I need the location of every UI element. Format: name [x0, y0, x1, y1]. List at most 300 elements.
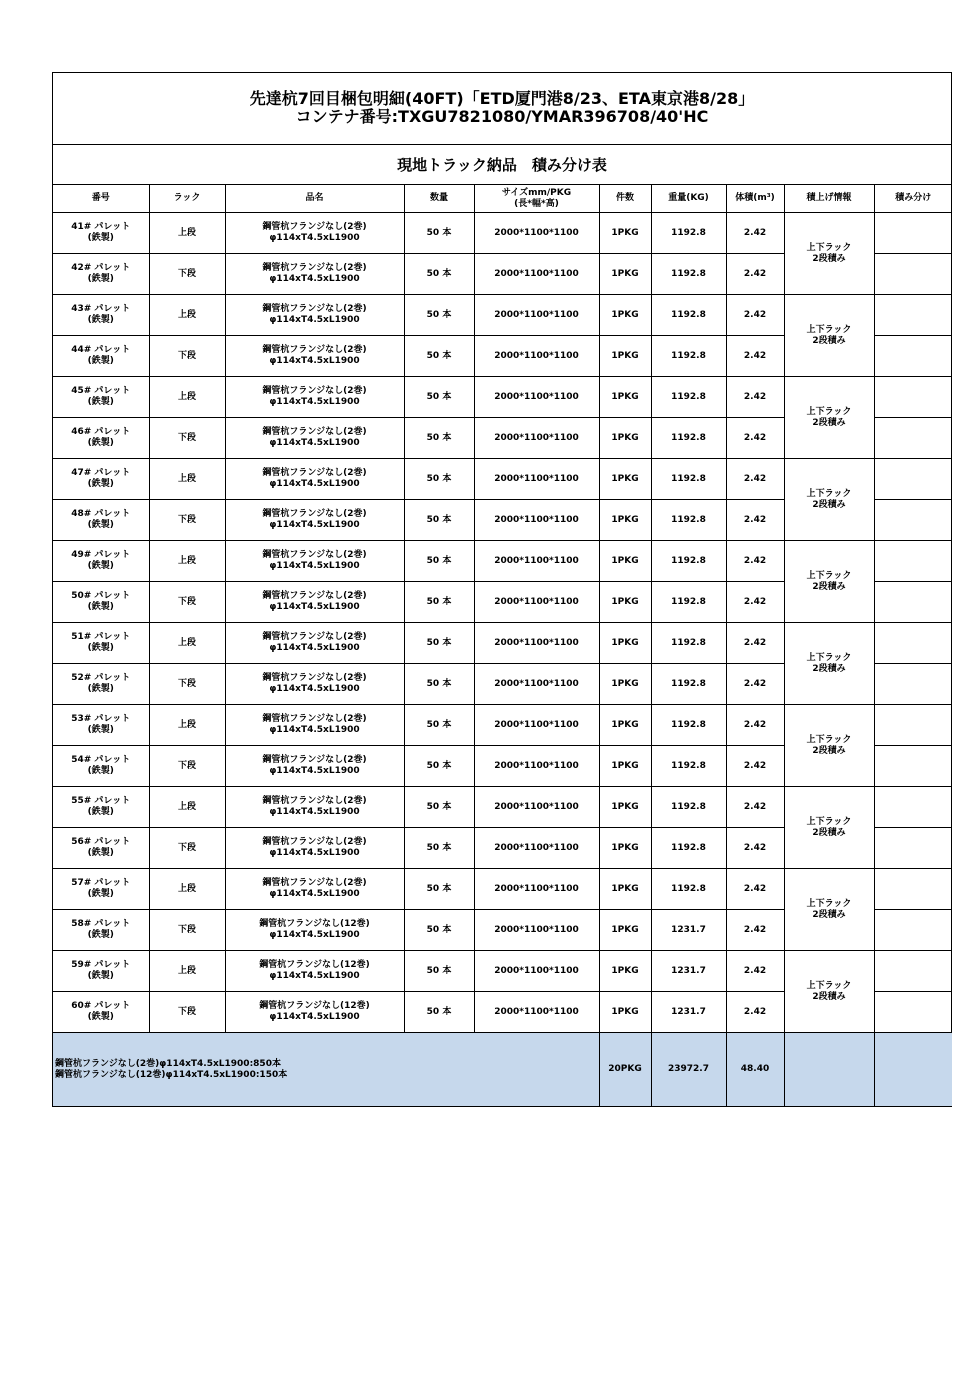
item-name: 鋼管杭フランジなし(12巻): [259, 960, 370, 970]
pallet-number-cell: [53, 377, 149, 418]
rack-position: 上段: [149, 951, 225, 992]
item-name-cell: [225, 992, 404, 1033]
split-cell: [874, 459, 952, 500]
volume: 2.42: [726, 295, 784, 336]
table-row: [53, 951, 952, 992]
package-count: 1PKG: [599, 623, 651, 664]
package-size: 2000*1100*1100: [474, 787, 599, 828]
rack-position: 上段: [149, 377, 225, 418]
item-spec: φ114xT4.5xL1900: [269, 233, 360, 243]
summary-stack-cell: [784, 1033, 874, 1107]
summary-split-cell: [874, 1033, 952, 1107]
pallet-number: 54# パレット: [71, 755, 131, 765]
split-cell: [874, 336, 952, 377]
weight: 1231.7: [651, 951, 726, 992]
split-cell: [874, 623, 952, 664]
package-size: 2000*1100*1100: [474, 869, 599, 910]
package-count: 1PKG: [599, 992, 651, 1033]
weight: 1192.8: [651, 705, 726, 746]
packing-sheet: [52, 72, 952, 1107]
stack-info: [784, 951, 874, 1033]
quantity: 50 本: [404, 295, 474, 336]
pallet-number: 56# パレット: [71, 837, 131, 847]
pallet-number: 53# パレット: [71, 714, 131, 724]
rack-position: 上段: [149, 541, 225, 582]
title-block: [53, 73, 951, 145]
item-name-cell: [225, 869, 404, 910]
weight: 1192.8: [651, 828, 726, 869]
volume: 2.42: [726, 828, 784, 869]
pallet-material: (鉄製): [87, 766, 114, 776]
item-name: 鋼管杭フランジなし(2巻): [262, 386, 367, 396]
weight: 1192.8: [651, 623, 726, 664]
quantity: 50 本: [404, 787, 474, 828]
weight: 1192.8: [651, 336, 726, 377]
pallet-number: 60# パレット: [71, 1001, 131, 1011]
split-cell: [874, 664, 952, 705]
pallet-number-cell: [53, 213, 149, 254]
package-size: 2000*1100*1100: [474, 623, 599, 664]
package-size: 2000*1100*1100: [474, 377, 599, 418]
pallet-number-cell: [53, 459, 149, 500]
quantity: 50 本: [404, 623, 474, 664]
item-name: 鋼管杭フランジなし(2巻): [262, 673, 367, 683]
pallet-material: (鉄製): [87, 684, 114, 694]
item-name-cell: [225, 377, 404, 418]
pallet-number-cell: [53, 787, 149, 828]
rack-position: 下段: [149, 746, 225, 787]
package-size: 2000*1100*1100: [474, 992, 599, 1033]
item-name-cell: [225, 664, 404, 705]
item-spec: φ114xT4.5xL1900: [269, 766, 360, 776]
rack-position: 下段: [149, 992, 225, 1033]
quantity: 50 本: [404, 582, 474, 623]
package-count: 1PKG: [599, 951, 651, 992]
item-name-cell: [225, 787, 404, 828]
package-size: 2000*1100*1100: [474, 541, 599, 582]
quantity: 50 本: [404, 705, 474, 746]
package-count: 1PKG: [599, 541, 651, 582]
stack-info-line2: 2段積み: [812, 335, 846, 346]
weight: 1192.8: [651, 213, 726, 254]
package-count: 1PKG: [599, 828, 651, 869]
sheet-subtitle: 現地トラック納品 積み分け表: [53, 145, 951, 185]
package-count: 1PKG: [599, 377, 651, 418]
pallet-material: (鉄製): [87, 807, 114, 817]
volume: 2.42: [726, 418, 784, 459]
item-name-cell: [225, 213, 404, 254]
item-name: 鋼管杭フランジなし(2巻): [262, 550, 367, 560]
split-cell: [874, 377, 952, 418]
item-name-cell: [225, 705, 404, 746]
pallet-number-cell: [53, 828, 149, 869]
item-spec: φ114xT4.5xL1900: [269, 356, 360, 366]
pallet-material: (鉄製): [87, 889, 114, 899]
container-number: コンテナ番号:TXGU7821080/YMAR396708/40'HC: [295, 107, 709, 126]
header-size: [474, 185, 599, 213]
pallet-material: (鉄製): [87, 848, 114, 858]
item-spec: φ114xT4.5xL1900: [269, 520, 360, 530]
quantity: 50 本: [404, 951, 474, 992]
summary-line-12-roll: 鋼管杭フランジなし(12巻)φ114xT4.5xL1900:150本: [55, 1069, 288, 1080]
item-name: 鋼管杭フランジなし(2巻): [262, 427, 367, 437]
pallet-number-cell: [53, 746, 149, 787]
volume: 2.42: [726, 623, 784, 664]
stack-info: [784, 869, 874, 951]
pallet-material: (鉄製): [87, 561, 114, 571]
package-count: 1PKG: [599, 910, 651, 951]
packing-table: [53, 185, 952, 1106]
stack-info-line1: 上下ラック: [806, 570, 852, 581]
quantity: 50 本: [404, 910, 474, 951]
package-count: 1PKG: [599, 705, 651, 746]
pallet-number-cell: [53, 295, 149, 336]
item-spec: φ114xT4.5xL1900: [269, 479, 360, 489]
split-cell: [874, 295, 952, 336]
quantity: 50 本: [404, 254, 474, 295]
split-cell: [874, 582, 952, 623]
pallet-number-cell: [53, 418, 149, 459]
total-pkgs: 20PKG: [599, 1033, 651, 1107]
pallet-number: 55# パレット: [71, 796, 131, 806]
header-split: 積み分け: [874, 185, 952, 213]
package-size: 2000*1100*1100: [474, 705, 599, 746]
pallet-material: (鉄製): [87, 1012, 114, 1022]
package-size: 2000*1100*1100: [474, 254, 599, 295]
item-spec: φ114xT4.5xL1900: [269, 643, 360, 653]
item-name-cell: [225, 582, 404, 623]
package-size: 2000*1100*1100: [474, 582, 599, 623]
package-count: 1PKG: [599, 459, 651, 500]
item-name: 鋼管杭フランジなし(2巻): [262, 878, 367, 888]
item-name: 鋼管杭フランジなし(2巻): [262, 714, 367, 724]
item-name-cell: [225, 295, 404, 336]
package-count: 1PKG: [599, 295, 651, 336]
volume: 2.42: [726, 254, 784, 295]
pallet-material: (鉄製): [87, 602, 114, 612]
item-spec: φ114xT4.5xL1900: [269, 438, 360, 448]
quantity: 50 本: [404, 992, 474, 1033]
volume: 2.42: [726, 582, 784, 623]
quantity: 50 本: [404, 500, 474, 541]
header-rack: ラック: [149, 185, 225, 213]
item-spec: φ114xT4.5xL1900: [269, 848, 360, 858]
pallet-material: (鉄製): [87, 930, 114, 940]
package-count: 1PKG: [599, 213, 651, 254]
package-count: 1PKG: [599, 869, 651, 910]
package-count: 1PKG: [599, 746, 651, 787]
pallet-material: (鉄製): [87, 274, 114, 284]
stack-info-line2: 2段積み: [812, 417, 846, 428]
item-name: 鋼管杭フランジなし(2巻): [262, 468, 367, 478]
rack-position: 下段: [149, 828, 225, 869]
split-cell: [874, 418, 952, 459]
stack-info-line2: 2段積み: [812, 991, 846, 1002]
package-count: 1PKG: [599, 336, 651, 377]
table-row: [53, 787, 952, 828]
pallet-material: (鉄製): [87, 971, 114, 981]
stack-info-line2: 2段積み: [812, 663, 846, 674]
pallet-material: (鉄製): [87, 397, 114, 407]
item-spec: φ114xT4.5xL1900: [269, 807, 360, 817]
stack-info: [784, 623, 874, 705]
volume: 2.42: [726, 541, 784, 582]
weight: 1192.8: [651, 582, 726, 623]
package-size: 2000*1100*1100: [474, 336, 599, 377]
stack-info-line1: 上下ラック: [806, 324, 852, 335]
pallet-number-cell: [53, 910, 149, 951]
item-spec: φ114xT4.5xL1900: [269, 725, 360, 735]
table-row: [53, 869, 952, 910]
package-count: 1PKG: [599, 664, 651, 705]
total-weight: 23972.7: [651, 1033, 726, 1107]
package-size: 2000*1100*1100: [474, 500, 599, 541]
item-name: 鋼管杭フランジなし(12巻): [259, 919, 370, 929]
weight: 1192.8: [651, 664, 726, 705]
split-cell: [874, 213, 952, 254]
header-stack: 積上げ情報: [784, 185, 874, 213]
item-name: 鋼管杭フランジなし(2巻): [262, 796, 367, 806]
table-row: [53, 705, 952, 746]
rack-position: 下段: [149, 664, 225, 705]
volume: 2.42: [726, 869, 784, 910]
item-name-cell: [225, 951, 404, 992]
volume: 2.42: [726, 336, 784, 377]
split-cell: [874, 992, 952, 1033]
item-spec: φ114xT4.5xL1900: [269, 397, 360, 407]
package-size: 2000*1100*1100: [474, 418, 599, 459]
table-row: [53, 213, 952, 254]
stack-info: [784, 705, 874, 787]
split-cell: [874, 787, 952, 828]
rack-position: 上段: [149, 295, 225, 336]
pallet-number: 52# パレット: [71, 673, 131, 683]
weight: 1192.8: [651, 418, 726, 459]
package-count: 1PKG: [599, 787, 651, 828]
volume: 2.42: [726, 746, 784, 787]
rack-position: 上段: [149, 869, 225, 910]
split-cell: [874, 951, 952, 992]
header-pkgs: 件数: [599, 185, 651, 213]
item-name-cell: [225, 336, 404, 377]
header-item: 品名: [225, 185, 404, 213]
item-spec: φ114xT4.5xL1900: [269, 315, 360, 325]
pallet-number: 46# パレット: [71, 427, 131, 437]
item-name: 鋼管杭フランジなし(2巻): [262, 304, 367, 314]
stack-info-line1: 上下ラック: [806, 242, 852, 253]
item-spec: φ114xT4.5xL1900: [269, 971, 360, 981]
header-qty: 数量: [404, 185, 474, 213]
pallet-number-cell: [53, 623, 149, 664]
item-name: 鋼管杭フランジなし(2巻): [262, 345, 367, 355]
weight: 1192.8: [651, 500, 726, 541]
weight: 1192.8: [651, 254, 726, 295]
package-size: 2000*1100*1100: [474, 213, 599, 254]
item-spec: φ114xT4.5xL1900: [269, 889, 360, 899]
package-size: 2000*1100*1100: [474, 664, 599, 705]
volume: 2.42: [726, 705, 784, 746]
rack-position: 下段: [149, 418, 225, 459]
pallet-number-cell: [53, 336, 149, 377]
item-spec: φ114xT4.5xL1900: [269, 1012, 360, 1022]
total-volume: 48.40: [726, 1033, 784, 1107]
table-row: [53, 623, 952, 664]
rack-position: 上段: [149, 623, 225, 664]
item-name: 鋼管杭フランジなし(12巻): [259, 1001, 370, 1011]
quantity: 50 本: [404, 459, 474, 500]
weight: 1231.7: [651, 910, 726, 951]
pallet-number-cell: [53, 705, 149, 746]
header-no: 番号: [53, 185, 149, 213]
stack-info: [784, 377, 874, 459]
pallet-number: 41# パレット: [71, 222, 131, 232]
header-size-line2: (長*幅*高): [514, 198, 559, 209]
quantity: 50 本: [404, 418, 474, 459]
split-cell: [874, 746, 952, 787]
split-cell: [874, 705, 952, 746]
pallet-number-cell: [53, 664, 149, 705]
stack-info: [784, 541, 874, 623]
rack-position: 上段: [149, 705, 225, 746]
header-size-line1: サイズmm/PKG: [501, 187, 572, 198]
summary-description: [53, 1033, 599, 1107]
rack-position: 上段: [149, 459, 225, 500]
item-name-cell: [225, 254, 404, 295]
pallet-material: (鉄製): [87, 356, 114, 366]
volume: 2.42: [726, 377, 784, 418]
item-name: 鋼管杭フランジなし(2巻): [262, 837, 367, 847]
pallet-material: (鉄製): [87, 315, 114, 325]
item-name-cell: [225, 459, 404, 500]
pallet-material: (鉄製): [87, 520, 114, 530]
item-spec: φ114xT4.5xL1900: [269, 930, 360, 940]
weight: 1192.8: [651, 541, 726, 582]
pallet-material: (鉄製): [87, 438, 114, 448]
item-name: 鋼管杭フランジなし(2巻): [262, 755, 367, 765]
pallet-number: 58# パレット: [71, 919, 131, 929]
quantity: 50 本: [404, 869, 474, 910]
package-count: 1PKG: [599, 500, 651, 541]
rack-position: 下段: [149, 254, 225, 295]
stack-info-line2: 2段積み: [812, 745, 846, 756]
stack-info-line2: 2段積み: [812, 499, 846, 510]
item-name-cell: [225, 500, 404, 541]
package-size: 2000*1100*1100: [474, 746, 599, 787]
pallet-number-cell: [53, 500, 149, 541]
volume: 2.42: [726, 951, 784, 992]
stack-info-line2: 2段積み: [812, 909, 846, 920]
table-body: [53, 213, 952, 1033]
rack-position: 下段: [149, 582, 225, 623]
stack-info: [784, 459, 874, 541]
package-count: 1PKG: [599, 582, 651, 623]
pallet-material: (鉄製): [87, 643, 114, 653]
quantity: 50 本: [404, 746, 474, 787]
item-name-cell: [225, 746, 404, 787]
header-volume: 体積(m³): [726, 185, 784, 213]
split-cell: [874, 541, 952, 582]
weight: 1192.8: [651, 787, 726, 828]
header-row: [53, 185, 952, 213]
quantity: 50 本: [404, 336, 474, 377]
stack-info-line1: 上下ラック: [806, 816, 852, 827]
quantity: 50 本: [404, 213, 474, 254]
pallet-material: (鉄製): [87, 479, 114, 489]
table-row: [53, 295, 952, 336]
pallet-number: 42# パレット: [71, 263, 131, 273]
volume: 2.42: [726, 910, 784, 951]
pallet-number: 57# パレット: [71, 878, 131, 888]
weight: 1192.8: [651, 459, 726, 500]
rack-position: 下段: [149, 336, 225, 377]
summary-row: [53, 1033, 952, 1107]
pallet-number: 48# パレット: [71, 509, 131, 519]
volume: 2.42: [726, 787, 784, 828]
package-count: 1PKG: [599, 418, 651, 459]
rack-position: 上段: [149, 787, 225, 828]
quantity: 50 本: [404, 377, 474, 418]
pallet-number: 51# パレット: [71, 632, 131, 642]
item-name-cell: [225, 623, 404, 664]
pallet-number: 44# パレット: [71, 345, 131, 355]
package-size: 2000*1100*1100: [474, 459, 599, 500]
stack-info: [784, 295, 874, 377]
pallet-material: (鉄製): [87, 233, 114, 243]
table-row: [53, 541, 952, 582]
stack-info-line1: 上下ラック: [806, 488, 852, 499]
package-count: 1PKG: [599, 254, 651, 295]
package-size: 2000*1100*1100: [474, 828, 599, 869]
package-size: 2000*1100*1100: [474, 910, 599, 951]
table-row: [53, 459, 952, 500]
rack-position: 下段: [149, 910, 225, 951]
pallet-number: 47# パレット: [71, 468, 131, 478]
table-row: [53, 377, 952, 418]
split-cell: [874, 500, 952, 541]
stack-info-line2: 2段積み: [812, 827, 846, 838]
pallet-number-cell: [53, 541, 149, 582]
split-cell: [874, 910, 952, 951]
pallet-material: (鉄製): [87, 725, 114, 735]
pallet-number: 50# パレット: [71, 591, 131, 601]
stack-info-line1: 上下ラック: [806, 734, 852, 745]
document-title: 先達杭7回目梱包明細(40FT)「ETD厦門港8/23、ETA東京港8/28」: [249, 89, 755, 108]
item-name-cell: [225, 418, 404, 459]
volume: 2.42: [726, 664, 784, 705]
item-spec: φ114xT4.5xL1900: [269, 602, 360, 612]
volume: 2.42: [726, 992, 784, 1033]
item-spec: φ114xT4.5xL1900: [269, 274, 360, 284]
pallet-number: 43# パレット: [71, 304, 131, 314]
item-name: 鋼管杭フランジなし(2巻): [262, 632, 367, 642]
stack-info: [784, 787, 874, 869]
pallet-number: 59# パレット: [71, 960, 131, 970]
weight: 1192.8: [651, 746, 726, 787]
item-name: 鋼管杭フランジなし(2巻): [262, 591, 367, 601]
pallet-number: 49# パレット: [71, 550, 131, 560]
weight: 1192.8: [651, 869, 726, 910]
stack-info: [784, 213, 874, 295]
item-name: 鋼管杭フランジなし(2巻): [262, 509, 367, 519]
volume: 2.42: [726, 213, 784, 254]
item-name-cell: [225, 910, 404, 951]
summary-line-2-roll: 鋼管杭フランジなし(2巻)φ114xT4.5xL1900:850本: [55, 1058, 281, 1069]
weight: 1192.8: [651, 377, 726, 418]
split-cell: [874, 254, 952, 295]
quantity: 50 本: [404, 541, 474, 582]
rack-position: 上段: [149, 213, 225, 254]
stack-info-line1: 上下ラック: [806, 652, 852, 663]
